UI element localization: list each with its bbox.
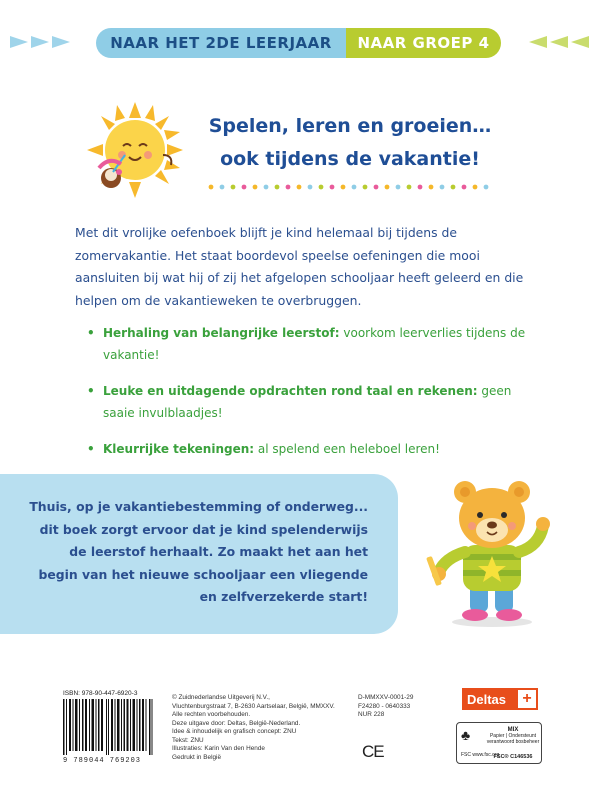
bullet-bold: Kleurrijke tekeningen:: [103, 442, 255, 456]
list-item: [87, 438, 527, 460]
headline: [200, 110, 500, 176]
legal-text: [172, 694, 362, 762]
sun-illustration: [85, 100, 185, 200]
code-line: D-MMXXV-0001-29: [358, 694, 414, 701]
arrow-left-icon: [550, 36, 568, 48]
bullet-icon: •: [87, 326, 95, 340]
fsc-label: [456, 722, 542, 764]
bullet-text: voorkom leerverlies tijdens de vakantie!: [103, 326, 526, 362]
arrow-left-icon: [529, 36, 547, 48]
dotted-divider: [208, 184, 493, 190]
fsc-site: www.fsc.org: [472, 752, 500, 758]
legal-line: © Zuidnederlandse Uitgeverij N.V.,: [172, 694, 270, 701]
bear-illustration: [425, 470, 560, 630]
arrow-left-icon: [571, 36, 589, 48]
bullet-icon: •: [87, 442, 95, 456]
fsc-name: FSC: [461, 752, 471, 758]
isbn-text: ISBN: 978-90-447-6920-3: [63, 690, 138, 697]
right-arrows: [529, 36, 589, 48]
headline-line-1: Spelen, leren en groeien…: [208, 115, 492, 137]
barcode-number: 9 789044 769203: [63, 757, 142, 765]
list-item: [87, 322, 527, 366]
code-line: NUR 228: [358, 711, 385, 718]
legal-line: Vluchtenburgstraat 7, B-2630 Aartselaar, België, MMXXV.: [172, 702, 335, 710]
bullet-icon: •: [87, 384, 95, 398]
intro-paragraph: Met dit vrolijke oefenboek blijft je kind helemaal bij tijdens de zomervakantie. Het staat boordevol speelse oefeningen die mooi aansluiten bij wat hij of zij het afgelopen schooljaar heeft geleerd en die helpen om de vakantieweken te overbruggen.: [75, 225, 524, 308]
fsc-desc: Papier | Ondersteunt verantwoord bosbeheer: [486, 733, 540, 745]
legal-line: Tekst: ZNU: [172, 736, 204, 744]
list-item: [87, 380, 527, 424]
grade-banner: [96, 28, 501, 58]
publisher-name: Deltas: [467, 691, 507, 707]
feature-list: [87, 322, 527, 474]
bullet-bold: Herhaling van belangrijke leerstof:: [103, 326, 340, 340]
fsc-mix-title: MIX: [507, 727, 519, 733]
legal-line: Idee & inhoudelijk en grafisch concept: ZNU: [172, 728, 297, 735]
legal-line: Gedrukt in België: [172, 753, 222, 761]
publisher-logo: [462, 688, 538, 710]
banner-right-label: NAAR GROEP 4: [346, 28, 501, 58]
bullet-text: al spelend een heleboel leren!: [254, 442, 440, 456]
headline-line-2: ook tijdens de vakantie!: [220, 148, 480, 170]
arrow-right-icon: [31, 36, 49, 48]
bullet-bold: Leuke en uitdagende opdrachten rond taal en rekenen:: [103, 384, 478, 398]
plus-icon: +: [518, 690, 536, 708]
left-arrows: [10, 36, 70, 48]
ce-mark-icon: CE: [362, 742, 384, 761]
bullet-text: geen saaie invulblaadjes!: [103, 384, 512, 420]
product-codes: [358, 694, 413, 720]
arrow-right-icon: [10, 36, 28, 48]
arrow-right-icon: [52, 36, 70, 48]
fsc-tree-icon: ♣: [461, 727, 471, 743]
legal-line: Alle rechten voorbehouden.: [172, 711, 251, 718]
fsc-code: FSC® C146536: [493, 754, 533, 760]
code-line: F24280 - 0640333: [358, 702, 411, 710]
legal-line: Deze uitgave door: Deltas, België-Nederland.: [172, 719, 301, 727]
banner-left-label: NAAR HET 2DE LEERJAAR: [96, 28, 346, 58]
fsc-mix: [485, 727, 541, 745]
barcode: [63, 699, 153, 755]
legal-line: Illustraties: Karin Van den Hende: [172, 745, 265, 752]
highlight-text: Thuis, op je vakantiebestemming of onderweg... dit boek zorgt ervoor dat je kind spelenderwijs de leerstof herhaalt. Zo maakt het aan het begin van het nieuwe schooljaar een vliegende en zelfverzekerde start!: [29, 499, 368, 605]
